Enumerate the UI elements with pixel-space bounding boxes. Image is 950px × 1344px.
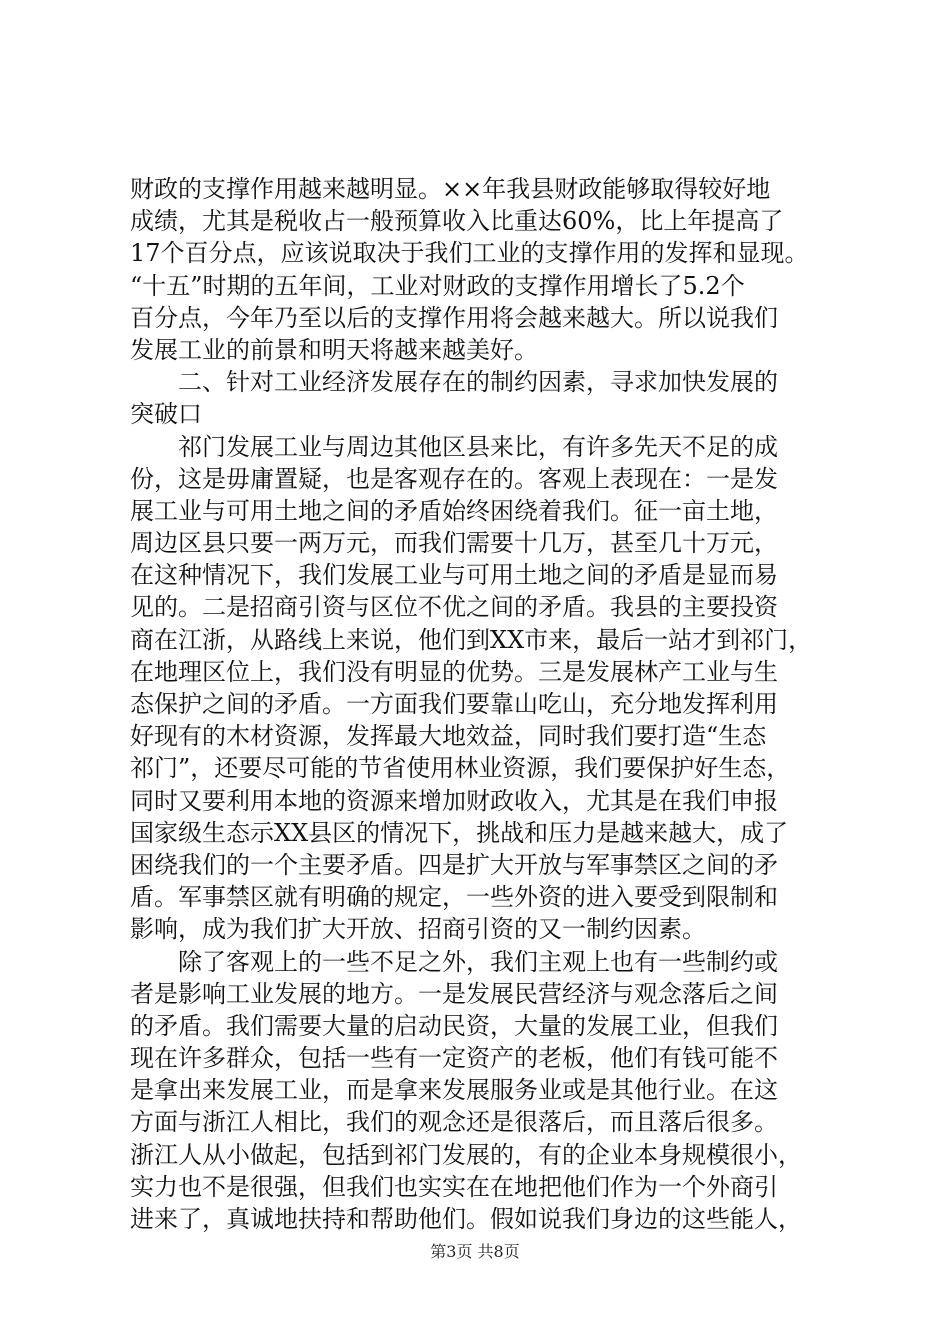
text-line: 展工业与可用土地之间的矛盾始终困绕着我们。征一亩土地， [130,496,778,525]
text-line: 方面与浙江人相比，我们的观念还是很落后，而且落后很多。 [130,1108,778,1137]
text-line: 国家级生态示XX县区的情况下，挑战和压力是越来越大，成了 [130,818,789,847]
text-line: 在地理区位上，我们没有明显的优势。三是发展林产工业与生 [130,657,778,686]
text-line: 困绕我们的一个主要矛盾。四是扩大开放与军事禁区之间的矛 [130,850,778,879]
text-line: 实力也不是很强，但我们也实实在在地把他们作为一个外商引 [130,1172,778,1201]
text-line: 是拿出来发展工业，而是拿来发展服务业或是其他行业。在这 [130,1076,778,1105]
document-body [130,173,830,1235]
text-line: 突破口 [130,400,202,429]
text-line: 发展工业的前景和明天将越来越美好。 [130,335,538,364]
text-line: 好现有的木材资源，发挥最大地效益，同时我们要打造“生态 [130,722,767,751]
text-line: 祁门发展工业与周边其他区县来比，有许多先天不足的成 [130,432,778,461]
text-line: 见的。二是招商引资与区位不优之间的矛盾。我县的主要投资 [130,593,778,622]
text-line: 成绩，尤其是税收占一般预算收入比重达60%，比上年提高了 [130,207,784,236]
text-line: 17个百分点，应该说取决于我们工业的支撑作用的发挥和显现。 [130,239,809,268]
text-line: 百分点，今年乃至以后的支撑作用将会越来越大。所以说我们 [130,303,778,332]
text-line: 二、针对工业经济发展存在的制约因素，寻求加快发展的 [130,368,778,397]
text-line: 盾。军事禁区就有明确的规定，一些外资的进入要受到限制和 [130,883,778,912]
text-line: 财政的支撑作用越来越明显。××年我县财政能够取得较好地 [130,175,771,203]
text-line: 现在许多群众，包括一些有一定资产的老板，他们有钱可能不 [130,1044,778,1073]
text-line: 周边区县只要一两万元，而我们需要十几万，甚至几十万元， [130,529,778,558]
text-line: 祁门”，还要尽可能的节省使用林业资源，我们要保护好生态， [130,754,791,783]
text-line: 浙江人从小做起，包括到祁门发展的，有的企业本身规模很小， [130,1140,802,1169]
text-line: 同时又要利用本地的资源来增加财政收入，尤其是在我们申报 [130,786,778,815]
text-line: 态保护之间的矛盾。一方面我们要靠山吃山，充分地发挥利用 [130,690,778,718]
text-line: “十五”时期的五年间，工业对财政的支撑作用增长了5.2个 [130,271,745,300]
text-line: 者是影响工业发展的地方。一是发展民营经济与观念落后之间 [130,979,778,1008]
text-line: 商在江浙，从路线上来说，他们到XX市来，最后一站才到祁门， [130,625,813,654]
text-line: 影响，成为我们扩大开放、招商引资的又一制约因素。 [130,915,706,944]
text-line: 进来了，真诚地扶持和帮助他们。假如说我们身边的这些能人， [130,1205,802,1233]
text-line: 的矛盾。我们需要大量的启动民资，大量的发展工业，但我们 [130,1011,778,1040]
text-line: 份，这是毋庸置疑，也是客观存在的。客观上表现在：一是发 [130,464,778,493]
text-line: 除了客观上的一些不足之外，我们主观上也有一些制约或 [130,947,778,976]
text-line: 在这种情况下，我们发展工业与可用土地之间的矛盾是显而易 [130,561,778,590]
page-footer: 第3页 共8页 [430,1242,520,1261]
